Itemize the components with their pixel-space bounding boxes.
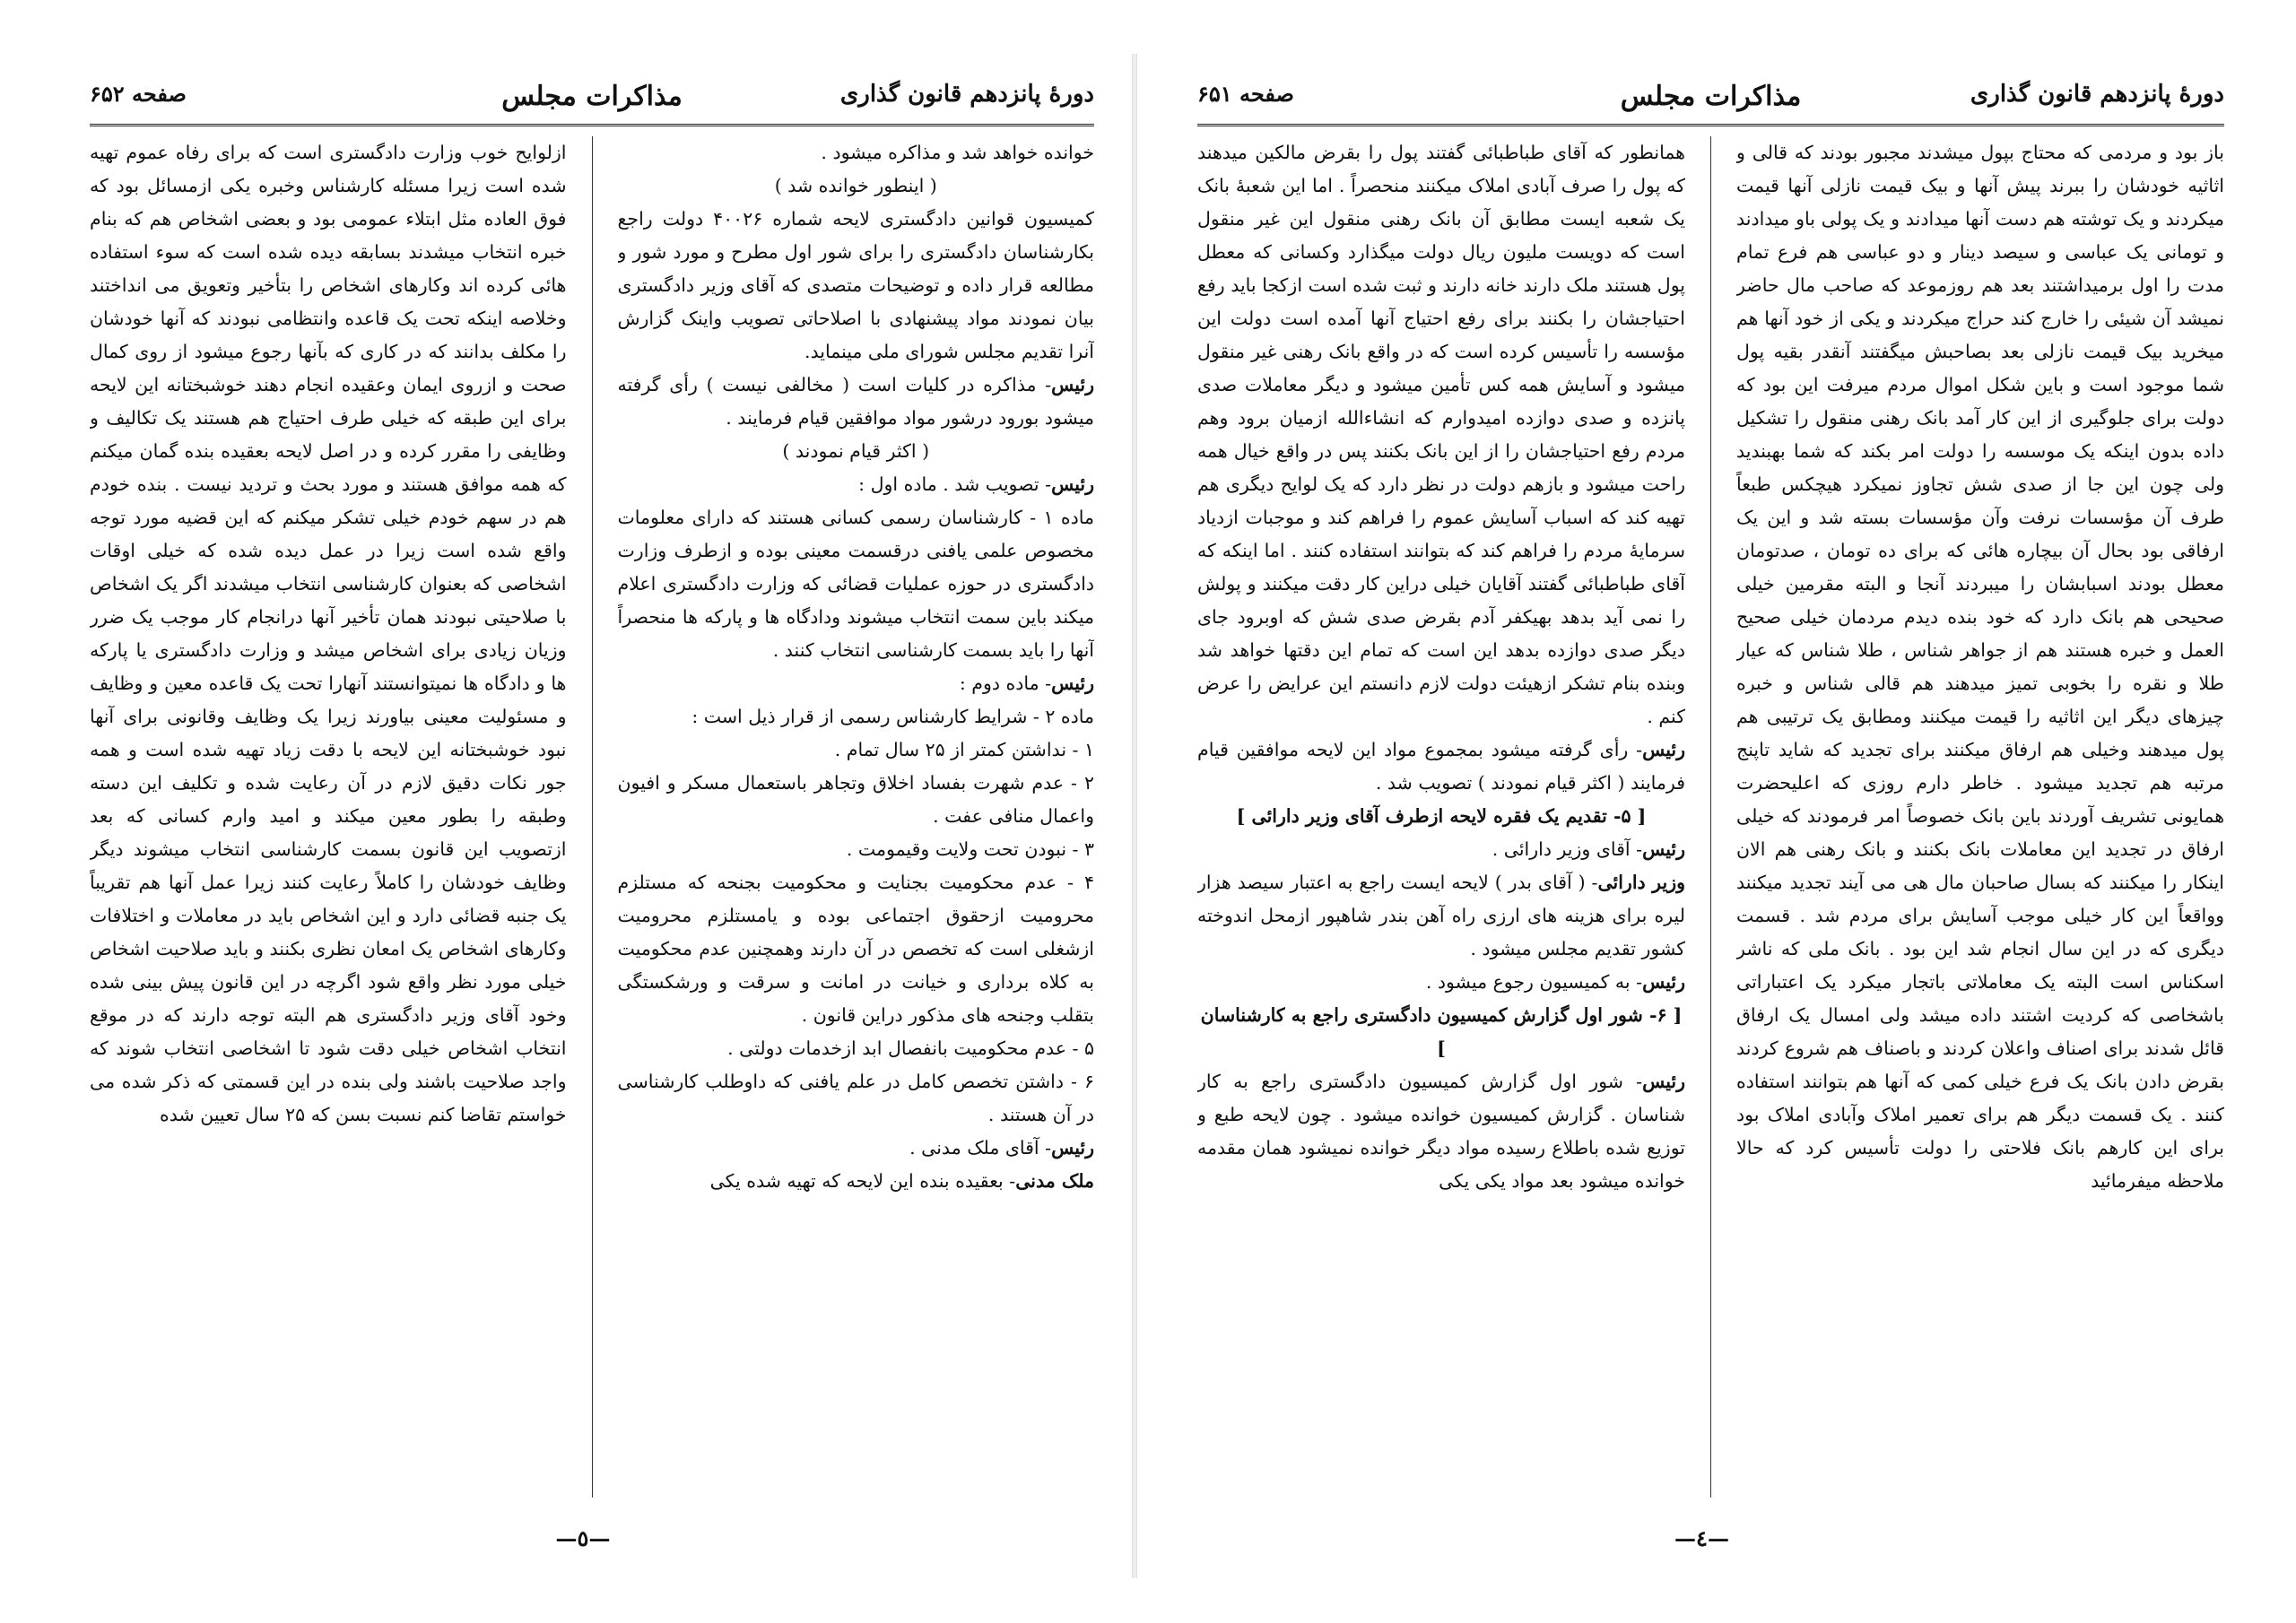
speech-text: - ماده دوم : bbox=[959, 673, 1052, 694]
journal-title: مذاکرات مجلس bbox=[1620, 81, 1802, 112]
speech-paragraph bbox=[618, 667, 1095, 700]
page-number: صفحه ۶۵۱ bbox=[1197, 81, 1294, 107]
page-footer: —٤— bbox=[1674, 1525, 1729, 1551]
stage-note: ( اینطور خوانده شد ) bbox=[774, 175, 937, 196]
left-page-columns bbox=[90, 136, 1094, 1497]
speech-paragraph bbox=[1197, 833, 1685, 866]
column-right bbox=[1736, 136, 2224, 1497]
speech-paragraph bbox=[618, 468, 1095, 501]
speech-paragraph bbox=[1197, 966, 1685, 999]
body-paragraph: ۲ - عدم شهرت بفساد اخلاق وتجاهر باستعمال مسکر و افیون واعمال منافی عفت . bbox=[617, 772, 1094, 827]
speaker-name: رئیس bbox=[1642, 1071, 1685, 1092]
speech-text: - شور اول گزارش کمیسیون دادگستری راجع به کار شناسان . گزارش کمیسیون خوانده میشود . چون لایحه طبع و توزیع شده باطلاع رسیده مواد دیگر خوانده نمیشود همان مقدمه خوانده میشود بعد مواد یکی یکی bbox=[1197, 1071, 1685, 1192]
column-divider bbox=[592, 136, 593, 1497]
series-title: دورهٔ پانزدهم قانون گذاری bbox=[839, 81, 1094, 108]
speech-paragraph bbox=[618, 1165, 1095, 1198]
speech-paragraph bbox=[1197, 733, 1685, 800]
body-paragraph: باز بود و مردمی که محتاج بپول میشدند مجبور بودند که قالی و اثاثیه خودشان را ببرند پیش آنها و بیک قیمت نازلی آنها قیمت میکردند و یک توشته هم دست آنها میدادند و یک پولی باو میدادند و تومانی یک عباسی و سیصد دینار و دو عباسی هم فرع تمام مدت را اول برمیداشتند بعد هم روزموعد که صاحب مال حاضر نمیشد آن شیئی را خارج کند حراج میکردند و یکی از خود آنها هم میخرید بیک قیمت نازلی بعد بصاحبش میگفتند آنقدر بقیه پول شما موجود است و باین شکل اموال مردم میرفت این بود که دولت برای جلوگیری از این کار آمد بانک رهنی منقول را تشکیل داده بدون اینکه یک موسسه را دولت امر بکند که شما بهبندید ولی چون این جا از صدی شش تجاوز نمیکرد هیچکس طبعاً طرف آن مؤسسات نرفت وآن مؤسسات بسته شد و این یک ارفاقی بود بحال آن بیچاره هائی که برای ده تومان ، صدتومان معطل بودند اسبابشان را میبردند آنجا و البته مقرمین خیلی صحیحی هم بانک دارد که خود بنده دیدم مردمان خیلی صحیح العمل و خبره هستند هم از جواهر شناس ، طلا شناس که عیار طلا و نقره را بخوبی تمیز میدهند هم قالی شناس و خبره چیزهای دیگر این اثاثیه را قیمت میکنند ومطابق یک ترتیبی هم پول میدهند وخیلی هم ارفاق میکنند برای تجدید که شاید تاپنج مرتبه هم تجدید میشود . خاطر دارم روزی که اعلیحضرت همایونی تشریف آوردند باین بانک خصوصاً امر فرمودند که خیلی ارفاق در تجدید این معاملات بانک بکنند و بانک رهنی هم الان اینکار را میکنند که بسال صاحبان مال هی می آیند تجدید میکنند وواقعاً این کار خیلی موجب آسایش برای مردم شد . قسمت دیگری که در این سال انجام شد این بود . بانک ملی که ناشر اسکناس است البته یک معاملاتی باتجار میکرد یک اعتباراتی باشخاصی که کردیت اشتند داده میشد ولی امسال یک ارفاق قائل شدند برای اصناف واعلان کردند و باصناف هم شروع کردند بقرض دادن بانک یک فرع خیلی کمی که آنها هم بتوانند استفاده کنند . یک قسمت دیگر هم برای تعمیر املاک وآبادی املاک بود برای این کارهم بانک فلاحتی را دولت تأسیس کرد که حالا ملاحظه میفرمائید bbox=[1736, 142, 2224, 1192]
speech-paragraph bbox=[1197, 1065, 1685, 1198]
column-left bbox=[1197, 136, 1685, 1497]
speech-paragraph bbox=[618, 1132, 1095, 1165]
body-paragraph: ماده ۲ - شرایط کارشناس رسمی از قرار ذیل است : bbox=[691, 706, 1094, 727]
body-paragraph: ۱ - نداشتن کمتر از ۲۵ سال تمام . bbox=[834, 739, 1094, 760]
speech-text: - بعقیده بنده این لایحه که تهیه شده یکی bbox=[709, 1170, 1016, 1192]
column-right bbox=[618, 136, 1095, 1497]
speaker-name: رئیس bbox=[1051, 473, 1094, 495]
speaker-name: رئیس bbox=[1642, 739, 1685, 760]
speaker-name: ملک مدنی bbox=[1015, 1170, 1094, 1192]
section-heading: [ ۶- شور اول گزارش کمیسیون دادگستری راجع به کارشناسان ] bbox=[1200, 1004, 1683, 1059]
speech-text: - رأی گرفته میشود بمجموع مواد این لایحه موافقین قیام فرمایند ( اکثر قیام نمودند ) تصویب شد . bbox=[1197, 739, 1685, 794]
left-page-header bbox=[90, 77, 1094, 126]
speech-text: - ( آقای بدر ) لایحه ایست راجع به اعتبار سیصد هزار لیره برای هزینه های ارزی راه آهن بندر شاهپور ازمحل اندوخته کشور تقدیم مجلس میشود . bbox=[1197, 872, 1685, 959]
speaker-name: رئیس bbox=[1051, 1137, 1094, 1159]
stage-note: ( اکثر قیام نمودند ) bbox=[782, 440, 930, 462]
body-paragraph: ۵ - عدم محکومیت بانفصال ابد ازخدمات دولتی . bbox=[727, 1037, 1094, 1059]
speech-paragraph bbox=[1197, 866, 1685, 966]
body-paragraph: ماده ۱ - کارشناسان رسمی کسانی هستند که دارای معلومات مخصوص علمی یافنی درقسمت معینی بوده و ازطرف وزارت دادگستری در حوزه عملیات قضائی که وزارت دادگستری اعلام میکند باین سمت انتخاب میشوند ودادگاه ها و پارکه ها منحصراً آنها را باید بسمت کارشناسی انتخاب کنند . bbox=[617, 507, 1094, 661]
speaker-name: رئیس bbox=[1051, 673, 1094, 694]
right-page-columns bbox=[1197, 136, 2224, 1497]
journal-title: مذاکرات مجلس bbox=[501, 81, 683, 112]
column-divider bbox=[1710, 136, 1711, 1497]
body-paragraph: خوانده خواهد شد و مذاکره میشود . bbox=[821, 142, 1094, 163]
speech-text: - تصویب شد . ماده اول : bbox=[858, 473, 1052, 495]
speaker-name: رئیس bbox=[1642, 971, 1685, 993]
page-footer: —٥— bbox=[555, 1525, 611, 1551]
left-page bbox=[36, 54, 1130, 1578]
section-heading: [ ۵- تقدیم یک فقره لایحه ازطرف آقای وزیر دارائی ] bbox=[1236, 805, 1647, 827]
speaker-name: وزیر دارائی bbox=[1597, 872, 1685, 893]
body-paragraph: همانطور که آقای طباطبائی گفتند پول را بقرض مالکین میدهند که پول را صرف آبادی املاک میکنند منحصراً . اما این شعبهٔ بانک یک شعبه ایست مطابق آن بانک رهنی منقول این غیر منقول است که دویست ملیون ریال دولت میگذارد وکسانی که معطل پول هستند ملک دارند خانه دارند و ثبت شده است ازکجا باید رفع احتیاجشان را بکنند برای رفع احتیاج آنها آمده است دولت این مؤسسه را تأسیس کرده است که در واقع بانک رهنی غیر منقول میشود و آسایش همه کس تأمین میشود و دیگر معاملات صدی پانزده و صدی دوازده امیدوارم که انشاءالله ازمیان برود وهم مردم رفع احتیاجشان را از این بانک بکنند پس در واقع خیال همه راحت میشود و بازهم دولت در نظر دارد که یک لوایح دیگری هم تهیه کند که اسباب آسایش عموم را فراهم کند و موجبات ازدیاد سرمایهٔ مردم را فراهم کند که بتوانند استفاده کنند . اما اینکه که آقای طباطبائی گفتند آقایان خیلی دراین کار دقت میکنند و پولش را نمی آید بدهد بهیکفر آدم بقرض صدی شش که اوبرود جای دیگر صدی دوازده بدهد این است که تمام این دقتها خواهد شد وبنده بنام تشکر ازهیئت دولت لازم دانستم این عرایض را عرض کنم . bbox=[1197, 142, 1685, 727]
body-paragraph: ۳ - نبودن تحت ولایت وقیمومت . bbox=[846, 838, 1094, 860]
speaker-name: رئیس bbox=[1642, 838, 1685, 860]
right-page-header bbox=[1197, 77, 2224, 126]
page-number: صفحه ۶۵۲ bbox=[90, 81, 187, 107]
body-paragraph: ۶ - داشتن تخصص کامل در علم یافنی که داوطلب کارشناسی در آن هستند . bbox=[617, 1071, 1094, 1125]
right-page bbox=[1144, 54, 2260, 1578]
speech-text: - مذاکره در کلیات است ( مخالفی نیست ) رأی گرفته میشود بورود درشور مواد موافقین قیام فرمایند . bbox=[617, 374, 1094, 429]
speech-text: - آقای ملک مدنی . bbox=[909, 1137, 1052, 1159]
speech-text: - به کمیسیون رجوع میشود . bbox=[1425, 971, 1643, 993]
column-left bbox=[90, 136, 567, 1497]
body-paragraph: کمیسیون قوانین دادگستری لایحه شماره ۴۰۰۲۶ دولت راجع بکارشناسان دادگستری را برای شور اول مطرح و مورد شور و مطالعه قرار داده و توضیحات متصدی که آقای وزیر دادگستری بیان نمودند مواد پیشنهادی با اصلاحاتی تصویب واینک گزارش آنرا تقدیم مجلس شورای ملی مینماید. bbox=[617, 208, 1094, 362]
speech-text: - آقای وزیر دارائی . bbox=[1492, 838, 1643, 860]
speaker-name: رئیس bbox=[1051, 374, 1094, 395]
speech-paragraph bbox=[618, 369, 1095, 435]
body-paragraph: ۴ - عدم محکومیت بجنایت و محکومیت بجنحه که مستلزم محرومیت ازحقوق اجتماعی بوده و یامستلزم محرومیت ازشغلی است که تخصص در آن دارند وهمچنین عدم محکومیت به کلاه برداری و خیانت در امانت و سرقت و ورشکستگی بتقلب وجنحه های مذکور دراین قانون . bbox=[617, 872, 1094, 1026]
series-title: دورهٔ پانزدهم قانون گذاری bbox=[1970, 81, 2224, 108]
book-spine bbox=[1132, 54, 1137, 1578]
body-paragraph: ازلوایح خوب وزارت دادگستری است که برای رفاه عموم تهیه شده است زیرا مسئله کارشناس وخبره یکی ازمسائل بود که فوق العاده مثل ابتلاء عمومی بود و بعضی اشخاص هم که بنام خبره انتخاب میشدند بسابقه دیده شده است که سوء استفاده هائی کرده اند وکارهای اشخاص را بتأخیر وتعویق می انداختند وخلاصه اینکه تحت یک قاعده وانتظامی نبودند که آنها خودشان را مکلف بدانند که در کاری که بآنها رجوع میشود از روی کمال صحت و ازروی ایمان وعقیده انجام دهند خوشبختانه این لایحه برای این طبقه که خیلی طرف احتیاج هم هستند یک تکالیف و وظایفی را مقرر کرده و در اصل لایحه بعقیده بنده گمان میکنم که همه موافق هستند و مورد بحث و تردید نیست . بنده خودم هم در سهم خودم خیلی تشکر میکنم که این قضیه مورد توجه واقع شده است زیرا در عمل دیده شده که خیلی اوقات اشخاصی که بعنوان کارشناسی انتخاب میشدند اگر یک اشخاص با صلاحیتی نبودند همان تأخیر آنها درانجام کار موجب یک ضرر وزیان زیادی برای اشخاص میشد و وزارت دادگستری یا پارکه ها و دادگاه ها نمیتوانستند آنهارا تحت یک قاعده معین و وظایف و مسئولیت معینی بیاورند زیرا یک وظایف وقانونی برای آنها نبود خوشبختانه این لایحه با دقت زیاد تهیه شده است و همه جور نکات دقیق لازم در آن رعایت شده و تکلیف این دسته وطبقه را بطور معین میکند و امید وارم کسانی که بعد ازتصویب این قانون بسمت کارشناسی انتخاب میشوند دیگر وظایف خودشان را کاملاً رعایت کنند زیرا عمل آنها هم تقریباً یک جنبه قضائی دارد و این اشخاص باید در معاملات و اختلافات وکارهای اشخاص یک امعان نظری بکنند و باید صلاحیت اشخاص خیلی مورد نظر واقع شود اگرچه در این قانون پیش بینی شده وخود آقای وزیر دادگستری هم البته توجه دارند که در موقع انتخاب اشخاص خیلی دقت شود تا اشخاصی انتخاب شوند که واجد صلاحیت باشند ولی بنده در این قسمتی که ذکر شده می خواستم تقاضا کنم نسبت بسن که ۲۵ سال تعیین شده bbox=[90, 142, 567, 1125]
